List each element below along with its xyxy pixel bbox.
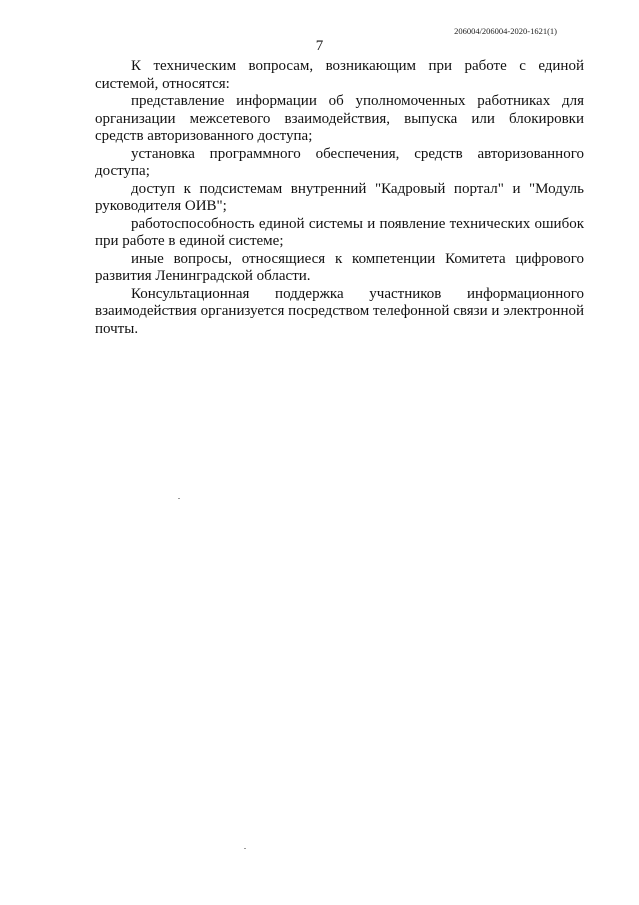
paragraph-intro: К техническим вопросам, возникающим при работе с единой системой, относятся: (95, 58, 584, 92)
document-body (95, 58, 584, 338)
page-number: 7 (315, 38, 324, 54)
paragraph-item-4: работоспособность единой системы и появление технических ошибок при работе в единой системе; (95, 215, 584, 249)
scan-speck (178, 498, 180, 499)
paragraph-item-3: доступ к подсистемам внутренний "Кадровый портал" и "Модуль руководителя ОИВ"; (95, 180, 584, 214)
scan-speck (244, 848, 246, 849)
document-id: 206004/206004-2020-1621(1) (454, 26, 557, 36)
paragraph-consultation: Консультационная поддержка участников информационного взаимодействия организуется посредством телефонной связи и электронной почты. (95, 285, 584, 337)
paragraph-item-1: представление информации об уполномоченных работниках для организации межсетевого взаимодействия, выпуска или блокировки средств авторизованного доступа; (95, 93, 584, 144)
paragraph-item-2: установка программного обеспечения, средств авторизованного доступа; (95, 145, 584, 179)
paragraph-item-5: иные вопросы, относящиеся к компетенции Комитета цифрового развития Ленинградской области. (95, 250, 584, 284)
